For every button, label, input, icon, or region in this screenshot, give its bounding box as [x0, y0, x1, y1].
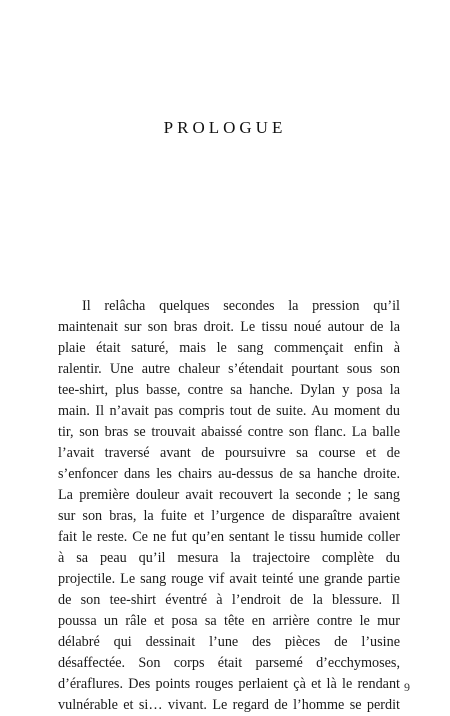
- text-line: fait le reste. Ce ne fut qu’en sentant le tissu humide coller: [58, 529, 400, 545]
- text-line: délabré qui dessinait l’une des pièces de l’usine: [58, 634, 400, 650]
- body-text: [58, 296, 400, 716]
- text-line: désaffectée. Son corps était parsemé d’ecchymoses,: [58, 655, 400, 671]
- chapter-title: PROLOGUE: [163, 118, 287, 137]
- page-number: 9: [404, 680, 410, 694]
- text-line: maintenait sur son bras droit. Le tissu noué autour de la: [58, 319, 400, 335]
- text-line: vulnérable et si… vivant. Le regard de l’homme se perdit: [58, 697, 400, 713]
- text-line: tir, son bras se trouvait abaissé contre son flanc. La balle: [58, 424, 400, 440]
- text-line: projectile. Le sang rouge vif avait teinté une grande partie: [58, 571, 400, 587]
- text-line: Il relâcha quelques secondes la pression qu’il: [82, 298, 400, 314]
- text-line: poussa un râle et posa sa tête en arrière contre le mur: [58, 613, 400, 629]
- text-line: La première douleur avait recouvert la seconde ; le sang: [58, 487, 400, 503]
- text-line: main. Il n’avait pas compris tout de suite. Au moment du: [58, 403, 400, 419]
- text-line: à sa peau qu’il mesura la trajectoire complète du: [58, 550, 400, 566]
- text-line: ralentir. Une autre chaleur s’étendait pourtant sous son: [58, 361, 400, 377]
- text-line: de son tee-shirt éventré à l’endroit de la blessure. Il: [58, 592, 400, 608]
- text-line: s’enfoncer dans les chairs au-dessus de sa hanche droite.: [58, 466, 400, 482]
- text-line: tee-shirt, plus basse, contre sa hanche. Dylan y posa la: [58, 382, 400, 398]
- text-line: d’éraflures. Des points rouges perlaient çà et là le rendant: [58, 676, 400, 692]
- text-line: l’avait traversé avant de poursuivre sa course et de: [58, 445, 400, 461]
- text-line: sur son bras, la fuite et l’urgence de disparaître avaient: [58, 508, 400, 524]
- text-line: plaie était saturé, mais le sang commençait enfin à: [58, 340, 400, 356]
